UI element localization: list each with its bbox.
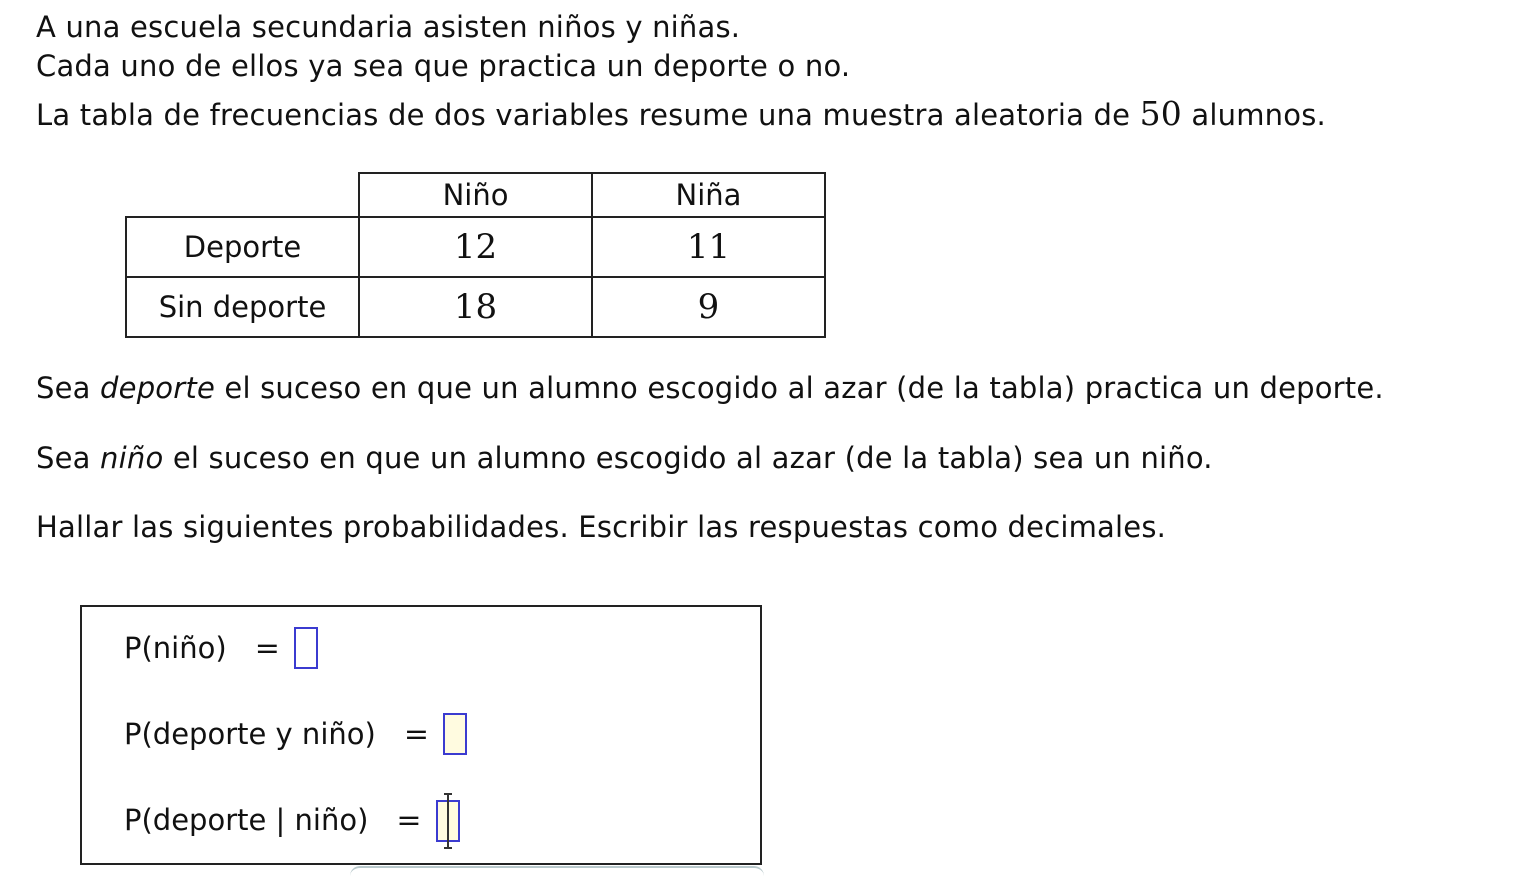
definition-deporte-suffix: el suceso en que un alumno escogido al azar (de la tabla) practica un deporte.: [214, 371, 1384, 405]
definition-deporte-term: deporte: [100, 371, 215, 405]
frequency-table: [125, 172, 826, 338]
intro-line-3: [36, 94, 1326, 133]
p-deporte-y-nino-input[interactable]: [443, 713, 467, 755]
definition-nino: [36, 441, 1213, 475]
intro-line-2: Cada uno de ellos ya sea que practica un deporte o no.: [36, 49, 851, 83]
answer-label-p-deporte-dado-nino: P(deporte | niño): [124, 803, 369, 838]
p-nino-input[interactable]: [294, 627, 318, 669]
equals-sign: =: [254, 630, 280, 666]
instruction-text: Hallar las siguientes probabilidades. Escribir las respuestas como decimales.: [36, 510, 1167, 544]
table-row: [126, 277, 825, 337]
cell-deporte-nino: 12: [359, 217, 592, 277]
table-corner: [126, 173, 359, 217]
row-header-deporte: Deporte: [126, 217, 359, 277]
intro-line-3-end: alumnos.: [1182, 98, 1326, 132]
answer-row-p-deporte-y-nino: [124, 713, 467, 755]
definition-deporte-prefix: Sea: [36, 371, 101, 405]
p-deporte-dado-nino-wrap: [436, 799, 460, 842]
definition-nino-suffix: el suceso en que un alumno escogido al azar (de la tabla) sea un niño.: [163, 441, 1213, 475]
cell-sin-deporte-nino: 18: [359, 277, 592, 337]
intro-line-1: A una escuela secundaria asisten niños y niñas.: [36, 10, 741, 44]
intro-line-3-start: La tabla de frecuencias de dos variables resume una muestra aleatoria de: [36, 98, 1140, 132]
equals-sign: =: [396, 802, 422, 838]
answer-box: [80, 605, 762, 865]
answer-row-p-deporte-dado-nino: [124, 799, 460, 842]
row-header-sin-deporte: Sin deporte: [126, 277, 359, 337]
sample-size: 50: [1139, 94, 1182, 133]
answer-row-p-nino: [124, 627, 318, 669]
definition-deporte: [36, 371, 1384, 405]
table-row: [126, 217, 825, 277]
table-header-row: [126, 173, 825, 217]
text-cursor-icon: [447, 793, 449, 849]
definition-nino-prefix: Sea: [36, 441, 101, 475]
answer-label-p-deporte-y-nino: P(deporte y niño): [124, 717, 376, 751]
cell-sin-deporte-nina: 9: [592, 277, 825, 337]
col-header-nino: Niño: [359, 173, 592, 217]
answer-label-p-nino: P(niño): [124, 631, 227, 665]
equals-sign: =: [403, 716, 429, 752]
col-header-nina: Niña: [592, 173, 825, 217]
bottom-divider: [350, 866, 764, 882]
definition-nino-term: niño: [100, 441, 164, 475]
cell-deporte-nina: 11: [592, 217, 825, 277]
